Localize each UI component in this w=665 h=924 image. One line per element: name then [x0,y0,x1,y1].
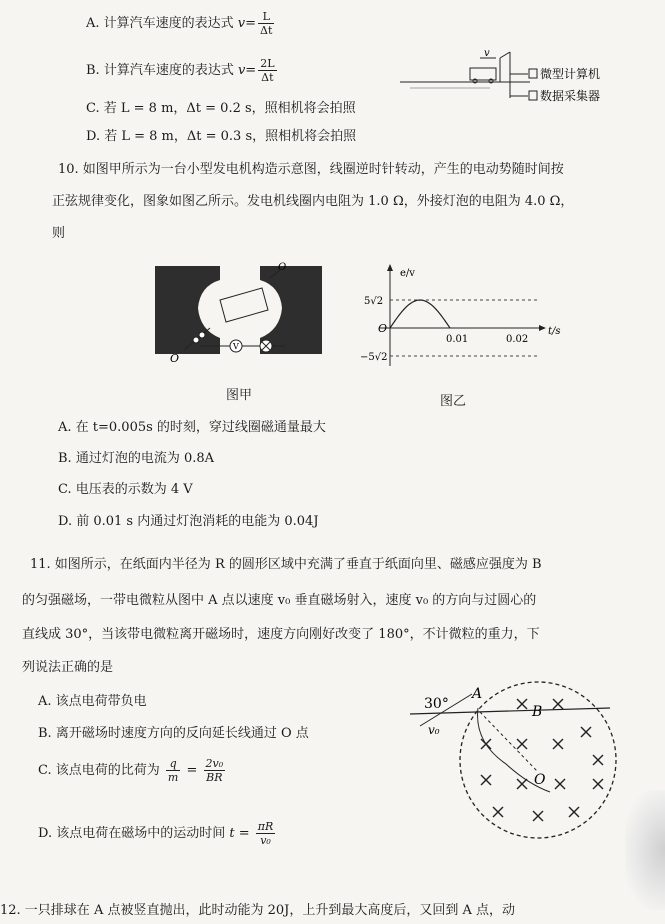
q11-option-b: B. 离开磁场时速度方向的反向延长线通过 O 点 [38,726,309,741]
q11-magnetic-field-figure [410,672,635,842]
field-x-mark [517,739,527,749]
field-x-mark [493,807,503,817]
q11-stem-line4: 列说法正确的是 [22,660,114,675]
q9-option-b-fraction: $\frac{2L}{\Delta t}$ [260,57,275,84]
q9-fig-velocity: v [484,48,490,59]
q10-figure-jia-caption: 图甲 [226,388,253,403]
field-x-mark [481,739,491,749]
q9-sensor-figure [400,38,630,108]
q10-stem-line1: 10. 如图甲所示为一台小型发电机构造示意图，线圈逆时针转动，产生的电动势随时间按 [58,162,564,177]
field-x-mark [593,755,603,765]
q10-graph-tick-002: 0.02 [506,334,529,345]
q10-graph-tick-001: 0.01 [446,334,469,345]
q10-emf-curve [390,300,450,328]
field-x-mark [581,727,591,737]
field-x-mark [481,775,491,785]
q11-option-c-fraction-qm: $\frac{q}{m}$ [167,757,179,784]
svg-text:O: O [278,262,287,273]
q10-graph-tick-pos: 5√2 [364,296,384,307]
q9-fig-computer-label: 微型计算机 [540,67,601,81]
q10-option-b: B. 通过灯泡的电流为 0.8A [58,451,215,466]
q9-option-c: C. 若 L = 8 m，Δt = 0.2 s，照相机将会拍照 [86,101,356,116]
q11-stem-line2: 的匀强磁场，一带电微粒从图中 A 点以速度 v₀ 垂直磁场射入，速度 v₀ 的方向与过圆心的 [22,593,537,608]
q11-option-c-fraction-value: $\frac{\text{2v₀}}{BR}$ [205,757,224,784]
q11-option-d: D. 该点电荷在磁场中的运动时间 t = $\frac{\pi R}{\text{v₀}}$ [38,820,274,847]
q9-option-b: B. 计算汽车速度的表达式 v= $\frac{2L}{\Delta t}$ [86,57,275,84]
q9-option-a-fraction: $\frac{L}{\Delta t}$ [260,10,273,37]
field-x-mark [553,699,563,709]
q11-option-c: C. 该点电荷的比荷为 $\frac{q}{m}$ = $\frac{\text{2v₀}}{BR}$ [38,757,224,784]
q10-generator-figure [150,258,330,368]
q10-figure-yi-caption: 图乙 [440,394,467,409]
field-x-mark [569,807,579,817]
q11-option-a: A. 该点电荷带负电 [38,694,147,709]
q10-option-c: C. 电压表的示数为 4 V [58,482,193,497]
q10-graph-origin: O [378,322,388,335]
field-x-mark [555,779,565,789]
q11-stem-line1: 11. 如图所示，在纸面内半径为 R 的圆形区域中充满了垂直于纸面向里、磁感应强度为 B [30,557,542,572]
q11-fig-angle: 30° [424,696,449,712]
q9-option-d: D. 若 L = 8 m，Δt = 0.3 s，照相机将会拍照 [86,129,357,144]
q10-option-d: D. 前 0.01 s 内通过灯泡消耗的电能为 0.04J [58,514,319,529]
page-shadow [625,790,665,910]
q11-fig-point-b: B [532,704,543,720]
q9-fig-collector-label: 数据采集器 [540,89,601,103]
q10-graph-xlabel: t/s [548,326,561,337]
svg-text:O: O [170,352,180,365]
q11-fig-center-o: O [534,772,546,788]
q12-stem-line1: 12. 一只排球在 A 点被竖直抛出，此时动能为 20J，上升到最大高度后，又回到 A 点，动 [0,903,515,918]
q10-stem-line2: 正弦规律变化，图象如图乙所示。发电机线圈内电阻为 1.0 Ω，外接灯泡的电阻为 4.0 Ω， [52,194,574,209]
field-x-mark [593,779,603,789]
q11-fig-point-a: A [472,686,483,702]
q10-graph-ylabel: e/v [400,268,415,279]
q11-fig-v0: v₀ [428,723,440,737]
q11-stem-line3: 直线成 30°，当该带电微粒离开磁场时，速度方向刚好改变了 180°，不计微粒的重力，下 [22,627,540,642]
q10-stem-line3: 则 [52,226,66,241]
field-x-mark [553,739,563,749]
q11-option-d-fraction: $\frac{\pi R}{\text{v₀}}$ [257,820,274,847]
field-x-mark [517,779,527,789]
q10-graph-tick-neg: −5√2 [360,352,388,363]
q10-option-a: A. 在 t=0.005s 的时刻，穿过线圈磁通量最大 [58,420,326,435]
svg-text:V: V [233,342,239,351]
field-x-mark [517,699,527,709]
q10-emf-graph [360,262,590,372]
q9-option-a: A. 计算汽车速度的表达式 v= $\frac{L}{\Delta t}$ [86,10,273,37]
field-x-mark [533,811,543,821]
